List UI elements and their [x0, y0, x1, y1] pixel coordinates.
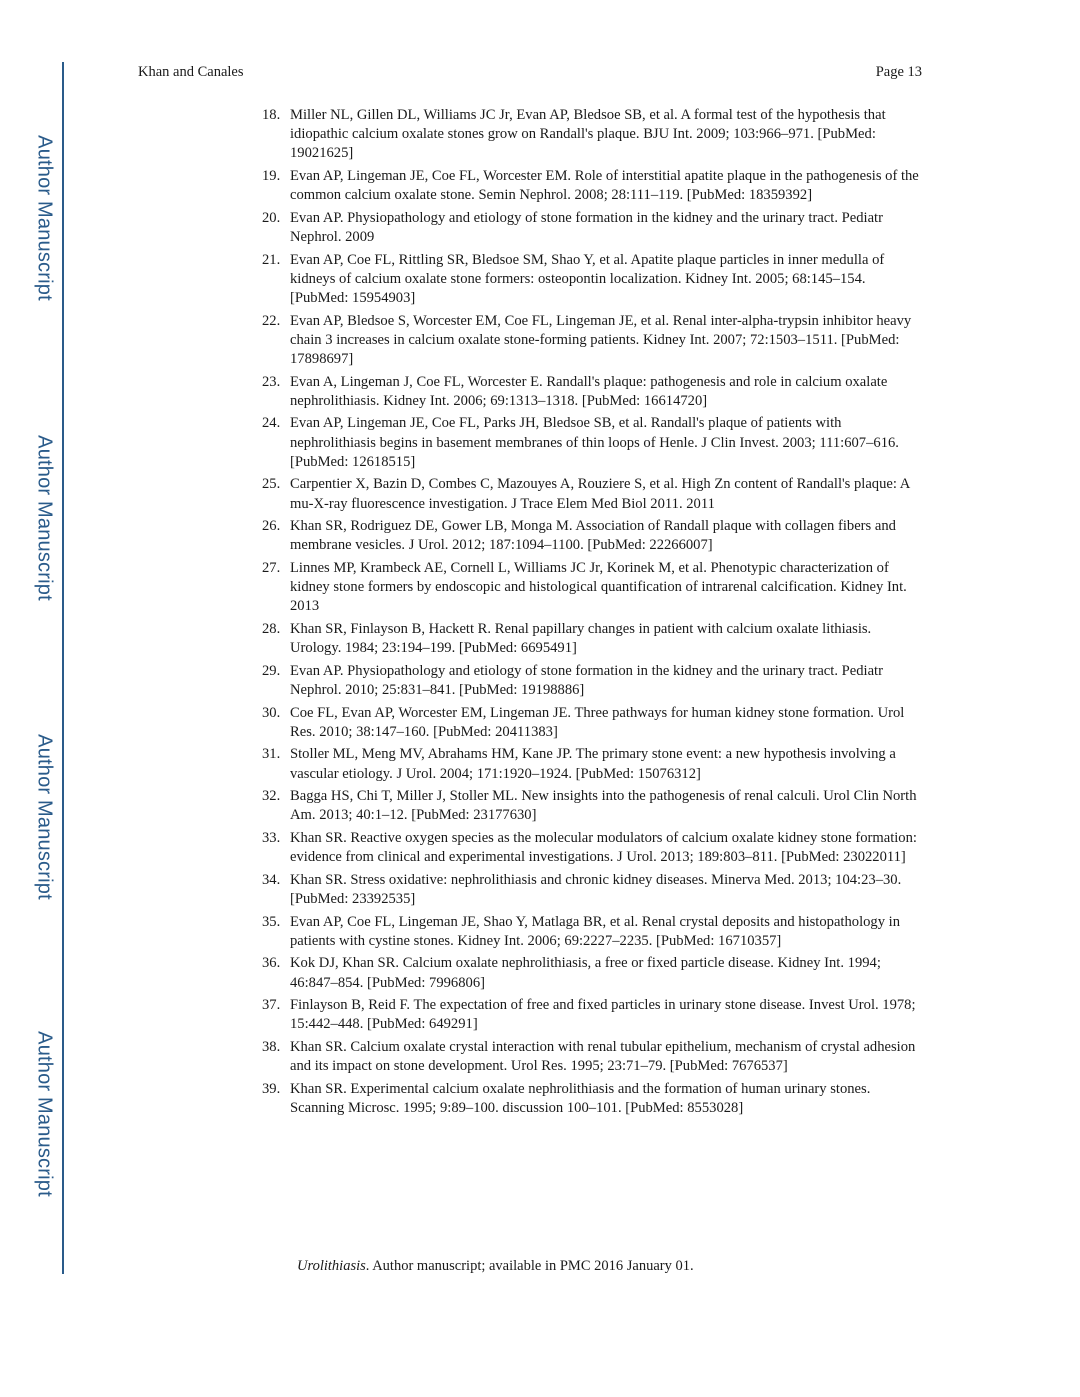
side-rule	[62, 62, 64, 1274]
reference-number: 33.	[262, 829, 281, 846]
reference-number: 18.	[262, 107, 281, 123]
reference-item	[262, 475, 924, 513]
reference-text: Khan SR, Rodriguez DE, Gower LB, Monga M. Association of Randall plaque with collagen fibers and membrane vesicles. J Urol. 2012; 187:1094–1100. [PubMed: 22266007]	[290, 518, 896, 554]
reference-text: Evan AP, Coe FL, Rittling SR, Bledsoe SM, Shao Y, et al. Apatite plaque particles in inner medulla of kidneys of calcium oxalate stone formers: osteopontin localization. Kidney Int. 2005; 68:145–154. [PubMed: 15954903]	[290, 251, 885, 306]
author-manuscript-label: Author Manuscript	[33, 435, 56, 601]
reference-text: Evan AP, Lingeman JE, Coe FL, Worcester EM. Role of interstitial apatite plaque in the pathogenesis of the common calcium oxalate stone. Semin Nephrol. 2008; 28:111–119. [PubMed: 18359392]	[290, 168, 919, 204]
reference-text: Khan SR, Finlayson B, Hackett R. Renal papillary changes in patient with calcium oxalate lithiasis. Urology. 1984; 23:194–199. [PubMed: 6695491]	[290, 620, 872, 657]
reference-text: Evan A, Lingeman J, Coe FL, Worcester E. Randall's plaque: pathogenesis and role in calcium oxalate nephrolithiasis. Kidney Int. 2006; 69:1313–1318. [PubMed: 16614720]	[290, 373, 888, 409]
reference-number: 32.	[262, 788, 281, 805]
reference-number: 22.	[262, 312, 281, 329]
reference-number: 34.	[262, 871, 281, 888]
reference-item	[262, 1080, 924, 1118]
reference-item	[262, 167, 924, 205]
author-manuscript-label: Author Manuscript	[33, 1031, 56, 1197]
reference-number: 37.	[262, 997, 281, 1014]
reference-number: 31.	[262, 746, 281, 763]
reference-number: 39.	[262, 1080, 281, 1097]
reference-number: 21.	[262, 251, 281, 268]
reference-text: Carpentier X, Bazin D, Combes C, Mazouyes A, Rouziere S, et al. High Zn content of Randall's plaque: A mu-X-ray fluorescence investigation. J Trace Elem Med Biol 2011. 2011	[290, 476, 910, 512]
reference-text: Evan AP, Bledsoe S, Worcester EM, Coe FL, Lingeman JE, et al. Renal inter-alpha-trypsin inhibitor heavy chain 3 increases in calcium oxalate stone-forming patients. Kidney Int. 2007; 72:1503–1511. [PubMed: 17898697]	[290, 312, 912, 367]
reference-number: 27.	[262, 559, 281, 576]
reference-number: 25.	[262, 476, 281, 493]
reference-item	[262, 1038, 924, 1076]
reference-item	[262, 373, 924, 411]
reference-text: Khan SR. Calcium oxalate crystal interaction with renal tubular epithelium, mechanism of crystal adhesion and its impact on stone development. Urol Res. 1995; 23:71–79. [PubMed: 7676537]	[290, 1038, 916, 1075]
author-manuscript-label: Author Manuscript	[33, 135, 56, 301]
reference-item	[262, 829, 924, 867]
reference-number: 19.	[262, 168, 281, 184]
reference-item	[262, 662, 924, 700]
footer-journal: Urolithiasis	[297, 1258, 366, 1274]
reference-item	[262, 559, 924, 617]
footer	[297, 1258, 694, 1275]
reference-item	[262, 704, 924, 742]
reference-item	[262, 620, 924, 658]
reference-item	[262, 745, 924, 783]
author-manuscript-label: Author Manuscript	[33, 734, 56, 900]
reference-text: Kok DJ, Khan SR. Calcium oxalate nephrolithiasis, a free or fixed particle disease. Kidney Int. 1994; 46:847–854. [PubMed: 7996806]	[290, 955, 881, 991]
reference-text: Finlayson B, Reid F. The expectation of free and fixed particles in urinary stone disease. Invest Urol. 1978; 15:442–448. [PubMed: 649291]	[290, 997, 916, 1033]
reference-number: 26.	[262, 518, 281, 535]
reference-text: Evan AP, Coe FL, Lingeman JE, Shao Y, Matlaga BR, et al. Renal crystal deposits and histopathology in patients with cystine stones. Kidney Int. 2006; 69:2227–2235. [PubMed: 16710357]	[290, 913, 901, 949]
reference-item	[262, 517, 924, 555]
reference-text: Khan SR. Stress oxidative: nephrolithiasis and chronic kidney diseases. Minerva Med. 2013; 104:23–30. [PubMed: 23392535]	[290, 871, 902, 907]
reference-item	[262, 209, 924, 247]
reference-list	[262, 106, 924, 1122]
reference-item	[262, 871, 924, 909]
reference-item	[262, 954, 924, 992]
running-header-authors: Khan and Canales	[138, 64, 244, 80]
reference-item	[262, 787, 924, 825]
reference-number: 30.	[262, 704, 281, 721]
reference-text: Evan AP. Physiopathology and etiology of stone formation in the kidney and the urinary tract. Pediatr Nephrol. 2009	[290, 209, 883, 245]
reference-text: Evan AP. Physiopathology and etiology of stone formation in the kidney and the urinary tract. Pediatr Nephrol. 2010; 25:831–841. [PubMed: 19198886]	[290, 662, 883, 698]
reference-text: Linnes MP, Krambeck AE, Cornell L, Williams JC Jr, Korinek M, et al. Phenotypic characterization of kidney stone formers by endoscopic and histological quantification of intrarenal calcification. Kidney Int. 2013	[290, 559, 907, 615]
reference-item	[262, 996, 924, 1034]
reference-item	[262, 414, 924, 472]
reference-text: Khan SR. Reactive oxygen species as the molecular modulators of calcium oxalate kidney stone formation: evidence from clinical and experimental investigations. J Urol. 2013; 189:803–811. [PubMed: 23022011]	[290, 829, 917, 866]
reference-number: 23.	[262, 373, 281, 390]
reference-number: 28.	[262, 620, 281, 637]
reference-number: 35.	[262, 913, 281, 930]
reference-number: 20.	[262, 209, 281, 226]
reference-number: 38.	[262, 1038, 281, 1055]
reference-number: 29.	[262, 662, 281, 679]
reference-item	[262, 251, 924, 309]
reference-text: Stoller ML, Meng MV, Abrahams HM, Kane JP. The primary stone event: a new hypothesis involving a vascular etiology. J Urol. 2004; 171:1920–1924. [PubMed: 15076312]	[290, 746, 896, 782]
reference-text: Bagga HS, Chi T, Miller J, Stoller ML. New insights into the pathogenesis of renal calculi. Urol Clin North Am. 2013; 40:1–12. [PubMed: 23177630]	[290, 788, 917, 824]
reference-text: Miller NL, Gillen DL, Williams JC Jr, Evan AP, Bledsoe SB, et al. A formal test of the hypothesis that idiopathic calcium oxalate stones grow on Randall's plaque. BJU Int. 2009; 103:966–971. [PubMed: 19021625]	[290, 107, 886, 162]
footer-note: . Author manuscript; available in PMC 2016 January 01.	[365, 1258, 694, 1274]
reference-number: 24.	[262, 415, 281, 432]
reference-item	[262, 913, 924, 951]
reference-text: Coe FL, Evan AP, Worcester EM, Lingeman JE. Three pathways for human kidney stone formation. Urol Res. 2010; 38:147–160. [PubMed: 20411383]	[290, 704, 905, 740]
reference-text: Khan SR. Experimental calcium oxalate nephrolithiasis and the formation of human urinary stones. Scanning Microsc. 1995; 9:89–100. discussion 100–101. [PubMed: 8553028]	[290, 1080, 871, 1116]
page-number: Page 13	[875, 64, 922, 80]
reference-text: Evan AP, Lingeman JE, Coe FL, Parks JH, Bledsoe SB, et al. Randall's plaque of patients with nephrolithiasis begins in basement membranes of thin loops of Henle. J Clin Invest. 2003; 111:607–616. [PubMed: 12618515]	[290, 415, 899, 470]
reference-number: 36.	[262, 955, 281, 972]
reference-item	[262, 312, 924, 370]
reference-item	[262, 106, 924, 164]
